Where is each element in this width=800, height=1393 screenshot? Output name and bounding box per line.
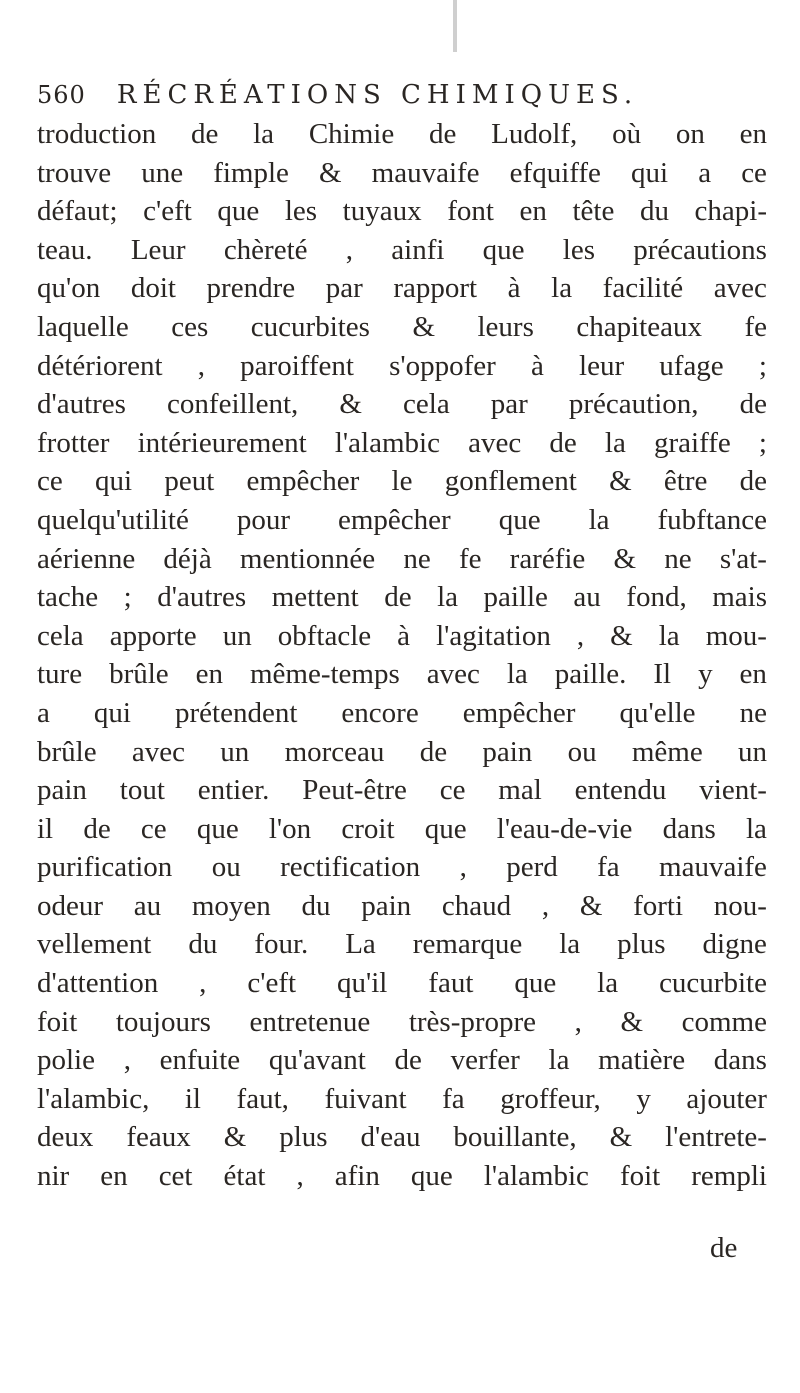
running-head: RÉCRÉATIONS CHIMIQUES.	[116, 80, 639, 110]
catchword: de	[710, 1232, 738, 1264]
text-line: aérienne déjà mentionnée ne fe raréfie & ne s'at-	[37, 542, 767, 575]
text-line: ce qui peut empêcher le gonflement & être de	[37, 465, 767, 498]
text-line: il de ce que l'on croit que l'eau-de-vie dans la	[37, 812, 767, 845]
text-line: polie , enfuite qu'avant de verfer la matière dans	[37, 1044, 767, 1077]
page-number: 560	[37, 81, 86, 109]
page-header	[37, 80, 777, 120]
text-line: d'attention , c'eft qu'il faut que la cucurbite	[37, 967, 767, 1000]
text-line: trouve une fimple & mauvaife efquiffe qui a ce	[37, 156, 767, 189]
text-line: laquelle ces cucurbites & leurs chapiteaux fe	[37, 310, 767, 343]
text-line: frotter intérieurement l'alambic avec de la graiffe ;	[37, 426, 767, 459]
text-line: quelqu'utilité pour empêcher que la fubftance	[37, 503, 767, 536]
scan-mark	[453, 0, 457, 52]
text-line: nir en cet état , afin que l'alambic foit rempli	[37, 1160, 767, 1193]
text-line: teau. Leur chèreté , ainfi que les précautions	[37, 233, 767, 266]
text-line: a qui prétendent encore empêcher qu'elle ne	[37, 696, 767, 729]
text-line: qu'on doit prendre par rapport à la facilité avec	[37, 272, 767, 305]
text-line: purification ou rectification , perd fa mauvaife	[37, 851, 767, 884]
text-line: vellement du four. La remarque la plus digne	[37, 928, 767, 961]
body-text	[37, 115, 767, 1196]
text-line: défaut; c'eft que les tuyaux font en tête du chapi-	[37, 195, 767, 228]
text-line: détériorent , paroiffent s'oppofer à leur ufage ;	[37, 349, 767, 382]
text-line: cela apporte un obftacle à l'agitation , & la mou-	[37, 619, 767, 652]
text-line: d'autres confeillent, & cela par précaution, de	[37, 388, 767, 421]
text-line: troduction de la Chimie de Ludolf, où on en	[37, 118, 767, 150]
text-line: deux feaux & plus d'eau bouillante, & l'entrete-	[37, 1121, 767, 1154]
text-line: odeur au moyen du pain chaud , & forti nou-	[37, 889, 767, 922]
text-line: foit toujours entretenue très-propre , & comme	[37, 1005, 767, 1038]
text-line: ture brûle en même-temps avec la paille. Il y en	[37, 658, 767, 691]
text-line: brûle avec un morceau de pain ou même un	[37, 735, 767, 768]
text-line: pain tout entier. Peut-être ce mal entendu vient-	[37, 774, 767, 807]
text-line: l'alambic, il faut, fuivant fa groffeur, y ajouter	[37, 1082, 767, 1115]
text-line: tache ; d'autres mettent de la paille au fond, mais	[37, 581, 767, 614]
